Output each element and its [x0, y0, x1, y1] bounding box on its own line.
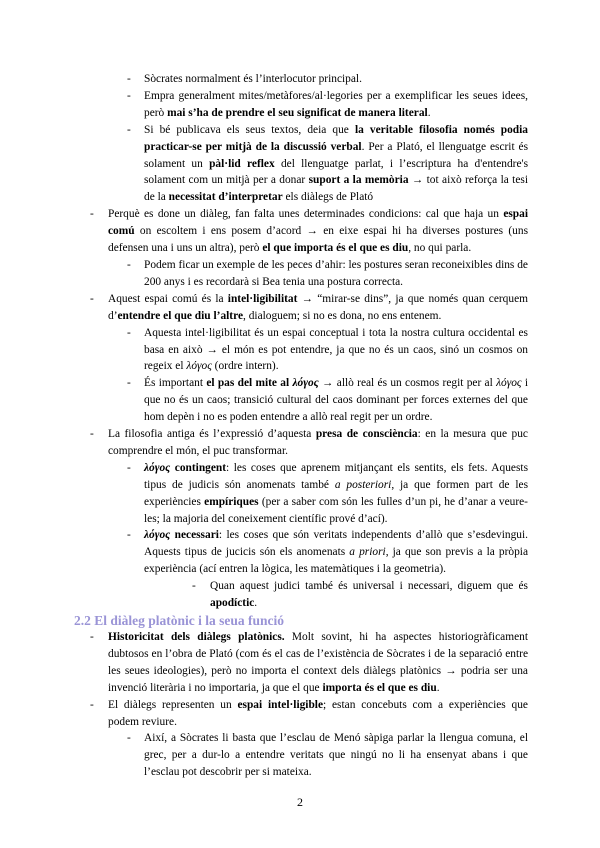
bullet-dash: -: [90, 631, 94, 643]
list-item: - λόγος contingent: les coses que aprenem mitjançant els sentits, els fets. Aquests tipus de judicis són anomenats també a posteriori, ja que formen part de les experiències empíriques (per a saber com són les fulles d’un pi, he d’anar a veure-les; la majoria del coneixement científic prové d’ací).: [127, 461, 528, 525]
list-item: - λόγος necessari: les coses que són veritats independents d’allò que s’esdevingui. Aquests tipus de jucicis són els anomenats a priori, ja que son previs a la pròpia experiència (ací entren la lògica, les matemàtiques i la geometria).: [127, 529, 528, 576]
bullet-dash: -: [192, 580, 196, 593]
list-item: - El diàlegs representen un espai intel·ligible; estan concebuts com a experiències que podem reviure.: [90, 698, 528, 728]
bullet-dash: -: [127, 377, 131, 390]
list-item: - Perquè es done un diàleg, fan falta unes determinades condicions: cal que haja un espai comú on escoltem i ens posem d’acord → en eixe espai hi ha diverses postures (uns defensen una i uns un altra), però el que importa és el que es diu, no qui parla.: [90, 208, 528, 255]
bullet-dash: -: [127, 326, 131, 339]
bullet-dash: -: [90, 292, 94, 305]
bullet-dash: -: [90, 428, 94, 441]
list-item: - Aquesta intel·ligibilitat és un espai conceptual i tota la nostra cultura occidental es basa en això → el món es pot entendre, ja que no és un caos, sinó un cosmos on regeix el λόγος (ordre intern).: [127, 326, 528, 373]
bullet-dash: -: [127, 732, 131, 745]
bullet-dash: -: [90, 208, 94, 221]
list-item: - Quan aquest judici també és universal i necessari, diguem que és apodíctic.: [192, 580, 528, 610]
page-number: 2: [297, 795, 303, 809]
list-item: - És important el pas del mite al λόγος → allò real és un cosmos regit per al λόγος i que no és un caos; transició cultural del caos dominant per forces externes del que hom depèn i no es poden entendre a allò real regit per un ordre.: [127, 377, 529, 424]
bullet-dash: -: [127, 89, 131, 102]
bullet-dash: -: [90, 698, 94, 711]
list-item: - Sòcrates normalment és l’interlocutor principal.: [144, 71, 528, 88]
bullet-dash: -: [127, 123, 131, 136]
bullet-dash: -: [127, 258, 131, 271]
list-item: - Empra generalment mites/metàfores/al·legories per a exemplificar les seues idees, però mai s’ha de prendre el seu significat de manera literal.: [127, 89, 528, 119]
section-title: 2.2 El diàleg platònic i la seua funció: [74, 613, 285, 628]
list-item: - Així, a Sòcrates li basta que l’esclau de Menó sàpiga parlar la llengua comuna, el grec, per a dur-lo a entendre veritats que ningú no li ha ensenyat abans i que l’esclau pot descobrir per si mateixa.: [127, 732, 528, 779]
bullet-dash: -: [127, 461, 131, 474]
bullet-dash: -: [127, 73, 131, 85]
list-item: - Historicitat dels diàlegs platònics. Molt sovint, hi ha aspectes historiogràficament dubtosos en l’obra de Plató (com és el cas de l’existència de Sòcrates i de la separació entre les seues ideologies), però no importa el context dels diàlegs platònics → podria ser una invenció literària i no importaria, ja que el que importa és el que es diu.: [90, 631, 528, 694]
list-item: - Podem ficar un exemple de les peces d’ahir: les postures seran reconeixibles dins de 200 anys i es recordarà si Bea tenia una postura correcta.: [127, 258, 528, 288]
list-item: - La filosofia antiga és l’expressió d’aquesta presa de consciència: en la mesura que puc comprendre el món, el puc transformar.: [90, 428, 528, 457]
bullet-dash: -: [127, 529, 131, 542]
list-item: - Si bé publicava els seus textos, deia que la veritable filosofia només podia practicar-se per mitjà de la discussió verbal. Per a Plató, el llenguatge escrit és solament un pàl·lid reflex del llenguatge parlat, i l’escriptura ha d'entendre's solament com un mitjà per a donar suport a la memòria → tot això reforça la tesi de la necessitat d’interpretar els diàlegs de Plató: [127, 123, 528, 204]
list-item: - Aquest espai comú és la intel·ligibilitat → “mirar-se dins”, ja que només quan cerquem d’entendre el que diu l’altre, dialoguem; si no es dona, no ens entenem.: [90, 292, 528, 322]
